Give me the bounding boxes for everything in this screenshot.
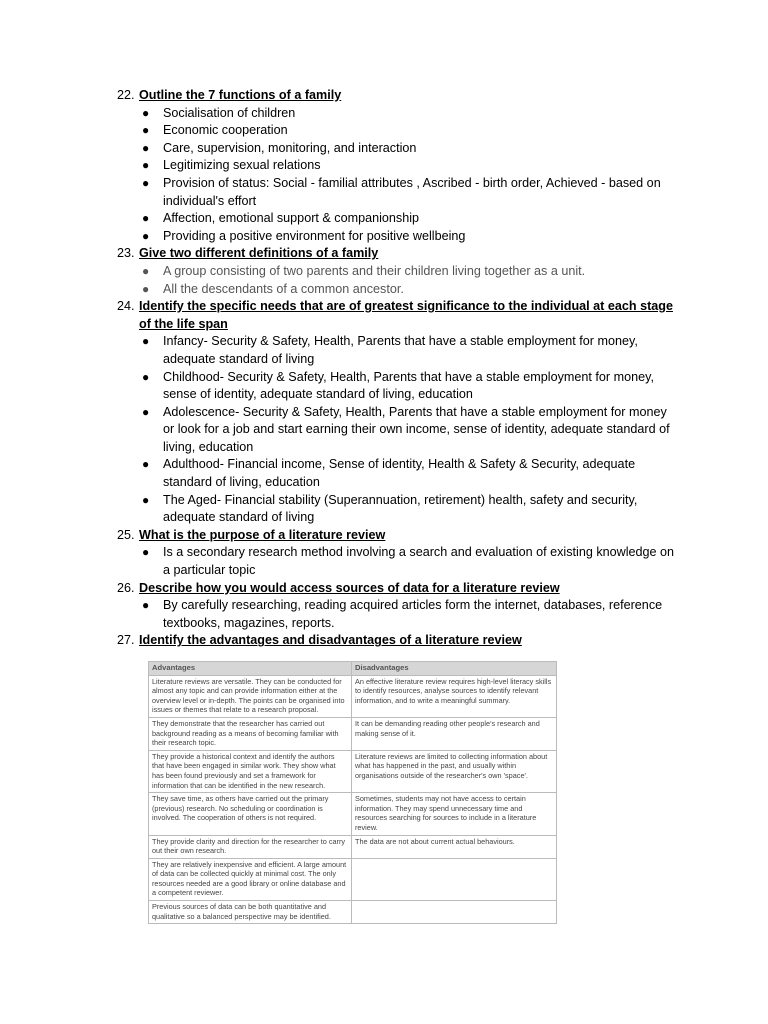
table-row bbox=[149, 675, 557, 717]
list-item bbox=[139, 544, 677, 579]
list-item-text: Infancy- Security & Safety, Health, Parents that have a stable employment for money, adequate standard of living bbox=[163, 334, 638, 366]
disadvantage-cell: It can be demanding reading other people's research and making sense of it. bbox=[352, 717, 557, 750]
answer-list bbox=[139, 263, 677, 298]
question-title: Outline the 7 functions of a family bbox=[139, 88, 342, 102]
question-25 bbox=[117, 527, 677, 580]
list-item-text: Provision of status: Social - familial attributes , Ascribed - birth order, Achieved - based on individual's effort bbox=[163, 175, 661, 208]
disadvantage-cell: The data are not about current actual behaviours. bbox=[352, 835, 557, 858]
bullet-icon: ● bbox=[142, 404, 150, 419]
table-row bbox=[149, 750, 557, 792]
question-22 bbox=[117, 87, 677, 245]
question-title: Describe how you would access sources of data for a literature review bbox=[139, 580, 560, 595]
disadvantage-cell bbox=[352, 901, 557, 924]
literature-review-table-wrap bbox=[148, 661, 556, 924]
list-item-text: Providing a positive environment for positive wellbeing bbox=[163, 228, 466, 243]
bullet-icon: ● bbox=[142, 492, 150, 507]
advantage-cell: They save time, as others have carried out the primary (previous) research. No scheduling or coordination is involved. The cooperation of others is not required. bbox=[149, 793, 352, 835]
list-item bbox=[139, 105, 677, 123]
advantage-cell: Previous sources of data can be both quantitative and qualitative so a balanced perspective may be identified. bbox=[149, 901, 352, 924]
question-23 bbox=[117, 245, 677, 298]
bullet-icon: ● bbox=[142, 175, 150, 190]
answer-list bbox=[139, 544, 677, 579]
bullet-icon: ● bbox=[142, 140, 150, 155]
list-item bbox=[139, 157, 677, 175]
list-item bbox=[139, 210, 677, 228]
bullet-icon: ● bbox=[142, 263, 150, 278]
question-title: What is the purpose of a literature review bbox=[139, 527, 386, 542]
bullet-icon: ● bbox=[142, 334, 150, 349]
list-item-text: All the descendants of a common ancestor. bbox=[163, 281, 404, 296]
question-number: 24. bbox=[117, 299, 135, 314]
question-title: Identify the specific needs that are of greatest significance to the individual at each stage of the life span bbox=[139, 299, 673, 331]
bullet-icon: ● bbox=[142, 123, 150, 138]
list-item-text: A group consisting of two parents and their children living together as a unit. bbox=[163, 263, 586, 278]
list-item bbox=[139, 281, 677, 299]
questions-list bbox=[117, 87, 677, 650]
answer-list bbox=[139, 333, 677, 527]
advantages-disadvantages-table bbox=[148, 661, 557, 924]
bullet-icon: ● bbox=[142, 228, 150, 243]
question-number: 22. bbox=[117, 88, 135, 102]
list-item bbox=[139, 140, 677, 158]
table-row bbox=[149, 835, 557, 858]
question-27 bbox=[117, 632, 677, 650]
list-item bbox=[139, 404, 677, 457]
list-item-text: Adulthood- Financial income, Sense of identity, Health & Safety & Security, adequate standard of living, education bbox=[163, 457, 636, 490]
question-title: Identify the advantages and disadvantages of a literature review bbox=[139, 633, 522, 648]
disadvantage-cell: An effective literature review requires high-level literacy skills to identify resources, analyse sources to identify relevant information, and to write a meaningful summary. bbox=[352, 675, 557, 717]
question-24 bbox=[117, 298, 677, 527]
list-item-text: Care, supervision, monitoring, and interaction bbox=[163, 140, 417, 155]
question-number: 27. bbox=[117, 633, 135, 648]
question-number: 23. bbox=[117, 246, 135, 261]
question-number: 26. bbox=[117, 580, 135, 595]
question-26 bbox=[117, 580, 677, 633]
list-item bbox=[139, 175, 677, 210]
disadvantage-cell: Sometimes, students may not have access to certain information. They may spend unnecessary time and resources searching for sources to include in a literature review. bbox=[352, 793, 557, 835]
list-item bbox=[139, 369, 677, 404]
question-number: 25. bbox=[117, 527, 135, 542]
advantages-header: Advantages bbox=[149, 662, 352, 676]
table-row bbox=[149, 901, 557, 924]
advantage-cell: They provide clarity and direction for the researcher to carry out their own research. bbox=[149, 835, 352, 858]
advantage-cell: Literature reviews are versatile. They can be conducted for almost any topic and can provide information either at the overview level or in-depth. The points can be organised into issues or themes that relate to a research proposal. bbox=[149, 675, 352, 717]
list-item-text: Childhood- Security & Safety, Health, Parents that have a stable employment for money, sense of identity, adequate standard of living, education bbox=[163, 369, 654, 402]
list-item bbox=[139, 333, 677, 368]
advantage-cell: They demonstrate that the researcher has carried out background reading as a means of becoming familiar with their research topic. bbox=[149, 717, 352, 750]
bullet-icon: ● bbox=[142, 211, 150, 226]
disadvantage-cell bbox=[352, 858, 557, 900]
bullet-icon: ● bbox=[142, 281, 150, 296]
list-item bbox=[139, 122, 677, 140]
list-item bbox=[139, 597, 677, 632]
list-item-text: The Aged- Financial stability (Superannuation, retirement) health, safety and security, adequate standard of living bbox=[163, 492, 638, 525]
table-row bbox=[149, 858, 557, 900]
answer-list bbox=[139, 105, 677, 246]
question-title: Give two different definitions of a family bbox=[139, 246, 379, 261]
list-item-text: Economic cooperation bbox=[163, 123, 288, 138]
answer-list bbox=[139, 597, 677, 632]
bullet-icon: ● bbox=[142, 105, 150, 120]
disadvantages-header: Disadvantages bbox=[352, 662, 557, 676]
disadvantage-cell: Literature reviews are limited to collecting information about what has happened in the past, and usually within organisations outside of the researcher's own 'space'. bbox=[352, 750, 557, 792]
list-item-text: By carefully researching, reading acquired articles form the internet, databases, reference textbooks, magazines, reports. bbox=[163, 598, 663, 630]
bullet-icon: ● bbox=[142, 545, 150, 560]
bullet-icon: ● bbox=[142, 598, 150, 613]
advantage-cell: They are relatively inexpensive and efficient. A large amount of data can be collected quickly at minimal cost. The only resources needed are a good library or online database and a competent reviewer. bbox=[149, 858, 352, 900]
list-item bbox=[139, 492, 677, 527]
list-item-text: Adolescence- Security & Safety, Health, Parents that have a stable employment for money or look for a job and start earning their own income, sense of identity, adequate standard of living, education bbox=[163, 404, 670, 454]
bullet-icon: ● bbox=[142, 457, 150, 472]
bullet-icon: ● bbox=[142, 369, 150, 384]
list-item bbox=[139, 228, 677, 246]
bullet-icon: ● bbox=[142, 158, 150, 173]
list-item bbox=[139, 263, 677, 281]
list-item-text: Legitimizing sexual relations bbox=[163, 158, 321, 173]
list-item-text: Is a secondary research method involving a search and evaluation of existing knowledge on a particular topic bbox=[163, 545, 675, 578]
table-row bbox=[149, 717, 557, 750]
advantage-cell: They provide a historical context and identify the authors that have been engaged in similar work. They show what has been found previously and set a framework for information that can be identified in the new research. bbox=[149, 750, 352, 792]
table-row bbox=[149, 793, 557, 835]
list-item-text: Socialisation of children bbox=[163, 105, 296, 120]
list-item-text: Affection, emotional support & companionship bbox=[163, 211, 419, 226]
table-header-row bbox=[149, 662, 557, 676]
list-item bbox=[139, 456, 677, 491]
